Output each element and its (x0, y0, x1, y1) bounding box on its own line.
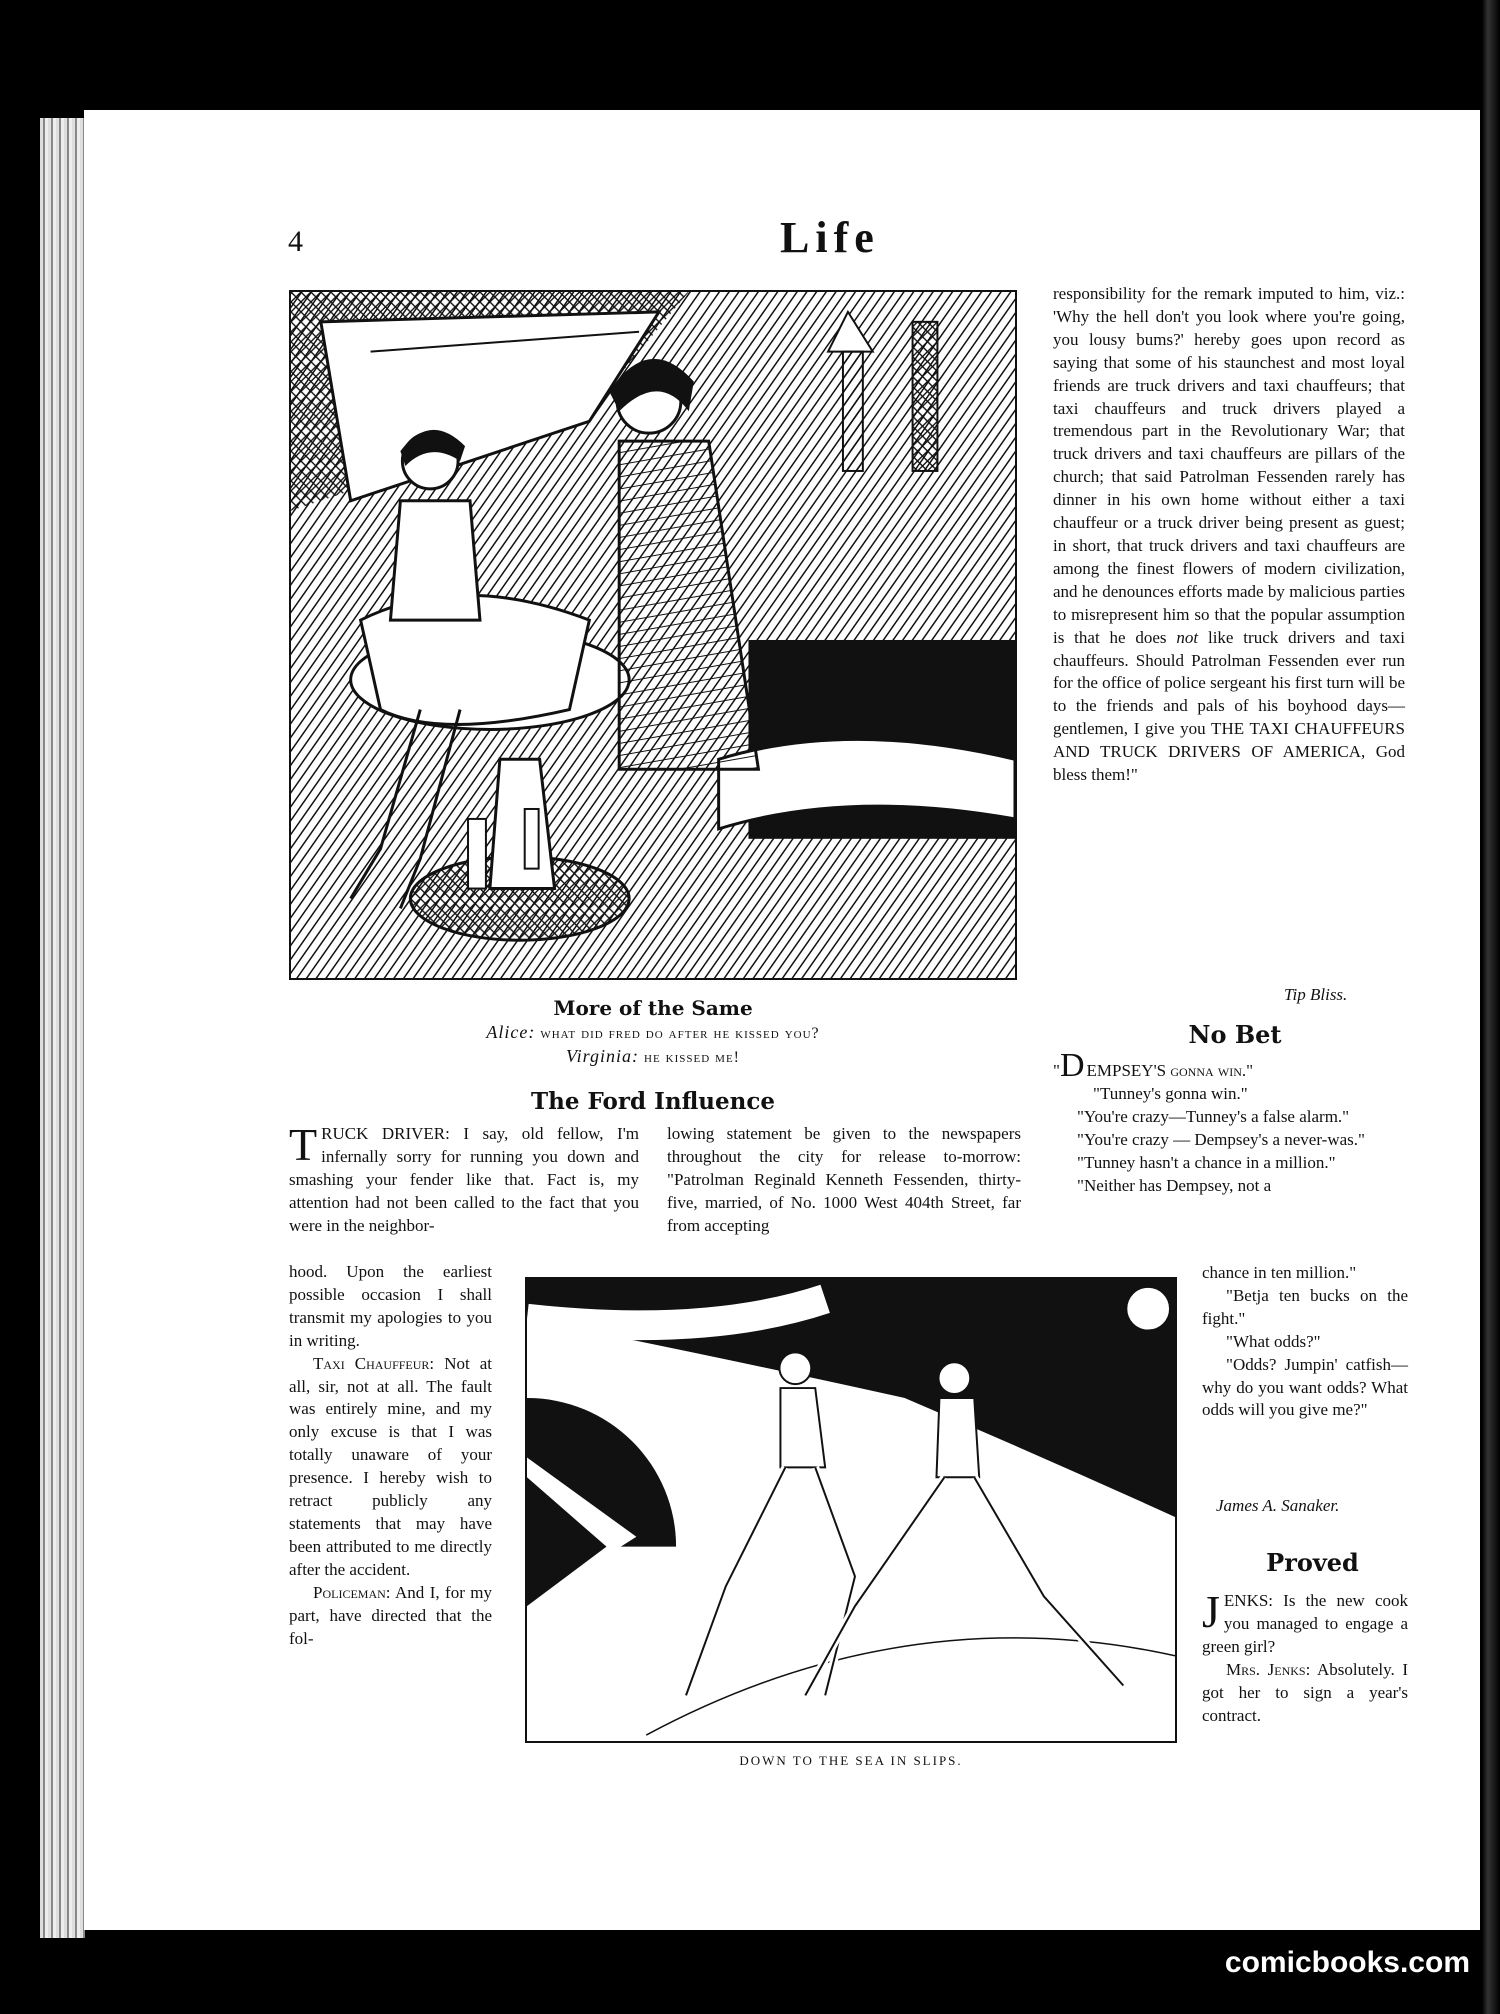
ford-author-signature: Tip Bliss. (1284, 985, 1348, 1004)
proved-dropcap: J (1202, 1586, 1220, 1637)
nobet-line-8: "Betja ten bucks on the fight." (1202, 1285, 1408, 1328)
cartoon1-caption-line2 (289, 1046, 1017, 1067)
ford-column-1-top (289, 1119, 639, 1238)
nobet-column-lower (1202, 1262, 1408, 1422)
ford-heading: The Ford Influence (530, 1088, 775, 1115)
ford-column-3 (1053, 283, 1405, 787)
ford-dropcap: T (289, 1119, 318, 1170)
nobet-line-9: "What odds?" (1226, 1331, 1321, 1351)
nobet-author-signature: James A. Sanaker. (1216, 1496, 1340, 1515)
cartoon-illustration-women (289, 290, 1017, 980)
cartoon1-speaker-alice: Alice: (486, 1022, 536, 1042)
ford-column-2 (667, 1123, 1021, 1238)
mrs-jenks-speaker: Mrs. Jenks: (1226, 1659, 1311, 1679)
cartoon1-speaker-virginia: Virginia: (566, 1046, 639, 1066)
ford-paragraph-3: Not at all, sir, not at all. The fault was entirely mine, and my only excuse is that I was totally unaware of your presence. I hereby wish to retract publicly any statements that may have been attributed to me directly after the accident. (289, 1353, 492, 1579)
cartoon2-caption: DOWN TO THE SEA IN SLIPS. (739, 1753, 963, 1768)
ford-column-3-text: responsibility for the remark imputed to him, viz.: 'Why the hell don't you look where you're going, you lousy bums?' hereby goes upon record as saying that some of his staunchest and most loyal friends are truck drivers and taxi chauffeurs; that taxi chauffeurs and truck drivers played a tremendous part in the Revolutionary War; that truck drivers and taxi chauffeurs are pillars of the church; that said Patrolman Fessenden rarely has dinner in his own home without either a taxi chauffeur or a truck driver being present as guest; in short, that truck drivers and taxi chauffeurs are among the finest flowers of modern civilization, and he denounces efforts made by malicious parties to misrepresent him so that the popular assumption is that he does (1053, 284, 1405, 647)
proved-column (1202, 1586, 1409, 1727)
proved-line-1: ENKS: Is the new cook you managed to engage a green girl? (1202, 1591, 1408, 1656)
cartoon1-line2-text: he kissed me! (644, 1049, 740, 1066)
ford-column-3-text-end: like truck drivers and taxi chauffeurs. Should Patrolman Fessenden ever run for the office of police sergeant his first turn will be to the friends and pals of his boyhood days—gentlemen, I give you THE TAXI CHAUFFEURS AND TRUCK DRIVERS OF AMERICA, God bless them!" (1053, 627, 1405, 785)
nobet-column-top (1053, 1047, 1405, 1197)
nobet-line-1: EMPSEY'S gonna win." (1086, 1061, 1254, 1080)
nobet-open-quote: " (1053, 1061, 1060, 1080)
book-spine-edges (40, 118, 85, 1938)
proved-heading: Proved (1266, 1548, 1359, 1577)
cartoon-illustration-bathers (525, 1277, 1177, 1743)
nobet-line-3: "You're crazy—Tunney's a false alarm." (1077, 1106, 1350, 1126)
ford-paragraph-1: RUCK DRIVER: I say, old fellow, I'm infernally sorry for running you down and smashing your fender like that. Fact is, my attention had not been called to the fact that you were in the neighbor- (289, 1124, 639, 1235)
page-number: 4 (288, 225, 303, 258)
ford-paragraph-4: And I, for my part, have directed that the fol- (289, 1582, 492, 1648)
cartoon1-line1-text: what did fred do after he kissed you? (540, 1025, 820, 1042)
proved-line-2: Absolutely. I got her to sign a year's contract. (1202, 1659, 1409, 1725)
nobet-line-7: chance in ten million." (1202, 1263, 1357, 1282)
nobet-heading: No Bet (1188, 1020, 1282, 1049)
ford-column-3-emphasis: not (1176, 627, 1199, 647)
cartoon1-title: More of the Same (553, 996, 753, 1020)
nobet-line-5: "Tunney hasn't a chance in a million." (1077, 1152, 1336, 1172)
nobet-line-4: "You're crazy — Dempsey's a never-was." (1077, 1129, 1365, 1149)
masthead-logo: Life (780, 213, 880, 262)
taxi-chauffeur-speaker: Taxi Chauffeur: (313, 1353, 435, 1373)
cartoon1-caption-line1 (289, 1022, 1017, 1043)
ford-column-2-text: lowing statement be given to the newspapers throughout the city for release to-morrow: "Patrolman Reginald Kenneth Fessenden, thirty-five, married, of No. 1000 West 404th Street, far from accepting (667, 1124, 1021, 1235)
nobet-line-6: "Neither has Dempsey, not a (1077, 1175, 1272, 1195)
nobet-dropcap: D (1059, 1047, 1085, 1084)
policeman-speaker: Policeman: (313, 1582, 391, 1602)
ford-column-1-lower (289, 1261, 492, 1650)
nobet-line-2: "Tunney's gonna win." (1093, 1083, 1248, 1103)
source-watermark: comicbooks.com (1224, 1946, 1470, 1979)
ford-paragraph-2: hood. Upon the earliest possible occasion I shall transmit my apologies to you in writing. (289, 1262, 492, 1350)
nobet-line-10: "Odds? Jumpin' catfish—why do you want odds? What odds will you give me?" (1202, 1354, 1408, 1420)
